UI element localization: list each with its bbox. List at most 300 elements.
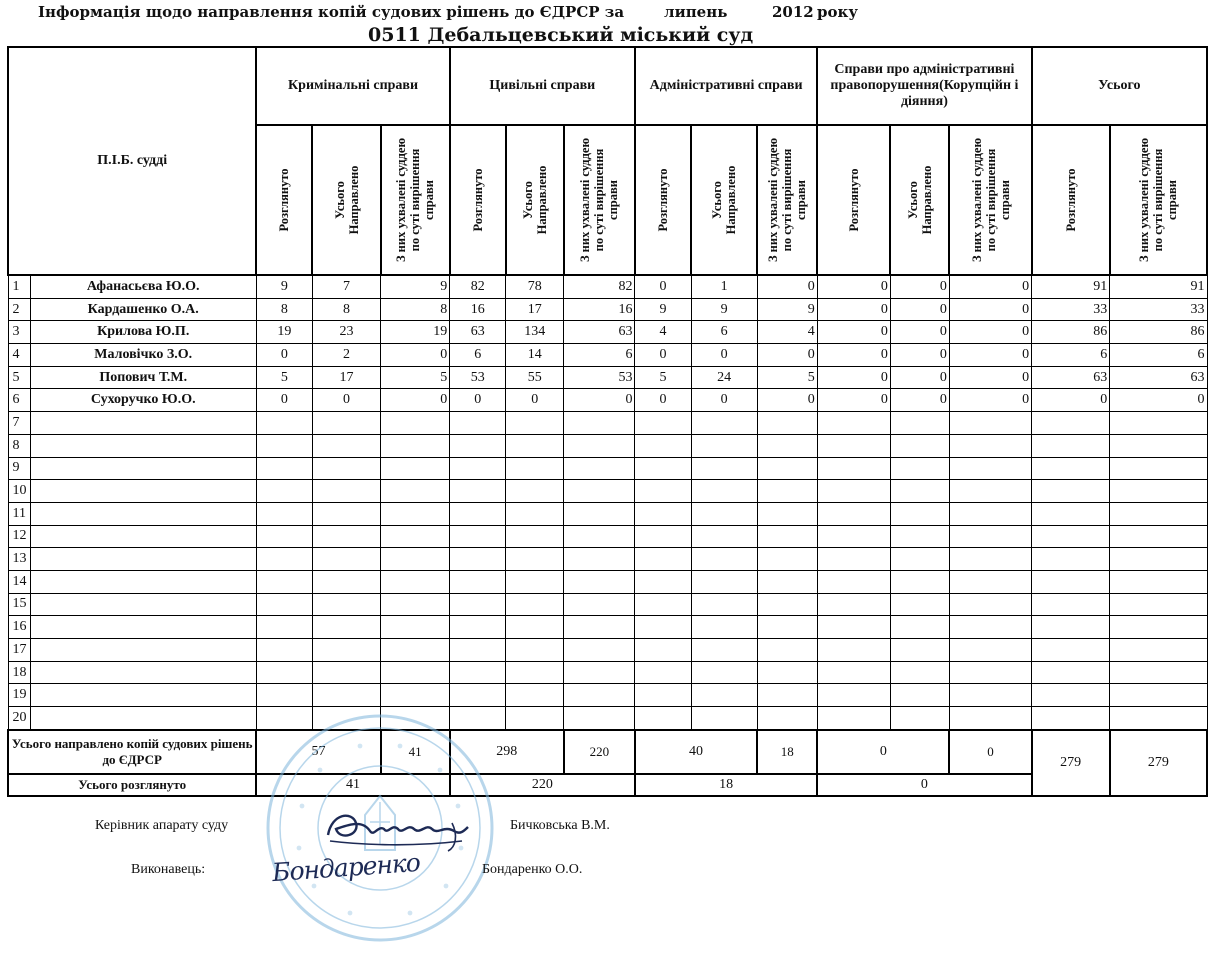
table-cell [817, 616, 890, 639]
table-cell: 4 [635, 321, 691, 344]
table-cell [506, 412, 564, 435]
table-cell: 1 [691, 275, 757, 298]
total-considered-admin: 18 [635, 774, 817, 796]
table-cell [256, 684, 312, 707]
table-cell [817, 707, 890, 730]
table-row [8, 344, 1207, 367]
table-cell [949, 616, 1031, 639]
table-cell: 9 [691, 298, 757, 321]
table-cell [757, 548, 817, 571]
table-cell [817, 457, 890, 480]
table-cell [890, 525, 949, 548]
table-cell: 0 [817, 366, 890, 389]
row-number: 15 [8, 593, 30, 616]
table-cell [1110, 639, 1207, 662]
table-cell: 0 [890, 366, 949, 389]
subheader-label: З них ухвалені суддею по суті вирішення справи [578, 137, 621, 263]
table-cell [312, 684, 380, 707]
table-cell: 9 [381, 275, 450, 298]
table-cell [949, 412, 1031, 435]
table-cell: 19 [381, 321, 450, 344]
table-cell [381, 570, 450, 593]
judge-name: Маловічко З.О. [30, 344, 256, 367]
table-cell [564, 412, 635, 435]
judge-name [30, 707, 256, 730]
table-cell [1110, 457, 1207, 480]
subheader-label: Усього Направлено [332, 165, 361, 235]
judge-name [30, 684, 256, 707]
table-cell: 0 [890, 298, 949, 321]
table-row [8, 389, 1207, 412]
table-cell [890, 684, 949, 707]
table-cell [564, 616, 635, 639]
head-name: Бичковська В.М. [510, 818, 610, 833]
table-cell [450, 707, 506, 730]
table-cell: 82 [564, 275, 635, 298]
table-cell [506, 707, 564, 730]
executor-role: Виконавець: [131, 862, 206, 877]
table-cell: 0 [691, 344, 757, 367]
table-cell [450, 525, 506, 548]
table-cell [1110, 412, 1207, 435]
table-cell [450, 434, 506, 457]
table-cell: 0 [890, 344, 949, 367]
table-cell [757, 639, 817, 662]
table-cell [635, 570, 691, 593]
table-cell: 82 [450, 275, 506, 298]
row-number: 2 [8, 298, 30, 321]
judge-name [30, 434, 256, 457]
table-cell [1110, 502, 1207, 525]
table-cell: 19 [256, 321, 312, 344]
table-cell [691, 616, 757, 639]
table-cell [635, 457, 691, 480]
table-cell: 53 [564, 366, 635, 389]
table-cell [691, 570, 757, 593]
table-cell [450, 639, 506, 662]
table-cell [817, 434, 890, 457]
table-cell [890, 570, 949, 593]
subheader-label: З них ухвалені суддею по суті вирішення справи [1137, 137, 1180, 263]
table-cell [890, 616, 949, 639]
subheader-label: Усього Направлено [520, 165, 549, 235]
table-cell: 16 [564, 298, 635, 321]
table-cell: 86 [1110, 321, 1207, 344]
table-row [8, 434, 1207, 457]
table-cell: 0 [450, 389, 506, 412]
table-cell: 91 [1110, 275, 1207, 298]
table-cell: 0 [817, 389, 890, 412]
row-number: 19 [8, 684, 30, 707]
table-cell [635, 639, 691, 662]
table-cell [1110, 684, 1207, 707]
table-cell [1032, 434, 1110, 457]
row-number: 16 [8, 616, 30, 639]
table-cell [635, 616, 691, 639]
report-month: липень [664, 3, 728, 21]
judge-name [30, 502, 256, 525]
table-cell [381, 480, 450, 503]
table-cell: 6 [1032, 344, 1110, 367]
judge-name: Кардашенко О.А. [30, 298, 256, 321]
table-cell [256, 570, 312, 593]
table-cell [564, 661, 635, 684]
subheader-criminal-sent [312, 125, 380, 275]
table-cell [1032, 593, 1110, 616]
table-cell [506, 480, 564, 503]
subheader-label: З них ухвалені суддею по суті вирішення справи [969, 137, 1012, 263]
head-signature-icon [322, 805, 472, 855]
table-row [8, 480, 1207, 503]
table-cell [1032, 480, 1110, 503]
table-cell: 0 [817, 344, 890, 367]
row-number: 1 [8, 275, 30, 298]
table-cell [890, 548, 949, 571]
table-cell [506, 457, 564, 480]
group-administrative: Адміністративні справи [635, 47, 817, 125]
table-cell [450, 502, 506, 525]
judge-name: Афанасьєва Ю.О. [30, 275, 256, 298]
subheader-offences-considered [817, 125, 890, 275]
table-cell: 0 [949, 366, 1031, 389]
table-row [8, 366, 1207, 389]
judge-name [30, 639, 256, 662]
table-cell [890, 412, 949, 435]
table-cell [564, 707, 635, 730]
total-considered-criminal: 41 [256, 774, 449, 796]
table-cell [1110, 707, 1207, 730]
table-row [8, 570, 1207, 593]
row-number: 9 [8, 457, 30, 480]
table-cell [757, 593, 817, 616]
table-cell [817, 548, 890, 571]
table-cell: 0 [381, 344, 450, 367]
table-cell: 9 [757, 298, 817, 321]
table-cell [256, 457, 312, 480]
total-sent-criminal-sent: 41 [381, 730, 450, 774]
total-considered-offences: 0 [817, 774, 1031, 796]
subheader-label: З них ухвалені суддею по суті вирішення справи [394, 137, 437, 263]
table-cell: 2 [312, 344, 380, 367]
table-cell: 0 [506, 389, 564, 412]
row-number: 6 [8, 389, 30, 412]
table-cell [1032, 639, 1110, 662]
subheader-admin-sent [691, 125, 757, 275]
table-cell: 5 [757, 366, 817, 389]
table-cell [381, 661, 450, 684]
table-cell [890, 457, 949, 480]
judge-name [30, 457, 256, 480]
table-cell [256, 525, 312, 548]
table-cell [890, 593, 949, 616]
table-cell: 0 [890, 389, 949, 412]
table-cell: 0 [949, 275, 1031, 298]
table-cell [381, 593, 450, 616]
table-cell [450, 661, 506, 684]
table-cell [256, 548, 312, 571]
table-cell [506, 502, 564, 525]
table-cell [506, 525, 564, 548]
table-cell [381, 412, 450, 435]
table-row [8, 548, 1207, 571]
subheader-admin-considered [635, 125, 691, 275]
report-table [7, 46, 1208, 797]
table-cell [949, 707, 1031, 730]
subheader-criminal-considered [256, 125, 312, 275]
table-cell: 8 [256, 298, 312, 321]
table-cell [949, 434, 1031, 457]
table-cell [817, 570, 890, 593]
table-cell [890, 480, 949, 503]
judge-name [30, 525, 256, 548]
total-sent-criminal-considered: 57 [256, 730, 380, 774]
table-cell [381, 684, 450, 707]
table-cell [256, 412, 312, 435]
table-cell: 0 [381, 389, 450, 412]
row-number: 8 [8, 434, 30, 457]
table-cell: 14 [506, 344, 564, 367]
judge-name [30, 616, 256, 639]
table-row [8, 593, 1207, 616]
table-cell: 134 [506, 321, 564, 344]
row-number: 4 [8, 344, 30, 367]
table-cell [256, 593, 312, 616]
table-cell [757, 661, 817, 684]
table-cell [757, 434, 817, 457]
judge-name [30, 412, 256, 435]
table-cell: 0 [949, 344, 1031, 367]
table-cell [890, 502, 949, 525]
subheader-civil-sent [506, 125, 564, 275]
table-cell: 5 [635, 366, 691, 389]
table-cell: 0 [817, 298, 890, 321]
table-cell: 0 [1032, 389, 1110, 412]
table-cell: 0 [312, 389, 380, 412]
table-cell [450, 570, 506, 593]
subheader-label: Розглянуто [656, 168, 670, 232]
table-cell [256, 661, 312, 684]
table-cell [817, 593, 890, 616]
table-cell: 0 [635, 389, 691, 412]
table-cell: 0 [564, 389, 635, 412]
table-cell [1032, 412, 1110, 435]
grand-total-decided: 279 [1110, 730, 1207, 796]
table-cell [1110, 661, 1207, 684]
table-cell [817, 684, 890, 707]
table-cell [564, 502, 635, 525]
table-cell: 0 [256, 344, 312, 367]
table-cell: 0 [757, 275, 817, 298]
table-cell [817, 480, 890, 503]
table-cell: 86 [1032, 321, 1110, 344]
table-cell [949, 684, 1031, 707]
row-number: 13 [8, 548, 30, 571]
subheader-total-considered [1032, 125, 1110, 275]
row-number: 7 [8, 412, 30, 435]
table-cell [564, 593, 635, 616]
group-total: Усього [1032, 47, 1207, 125]
table-cell: 0 [757, 389, 817, 412]
table-cell: 0 [256, 389, 312, 412]
table-cell [1032, 616, 1110, 639]
table-cell [381, 502, 450, 525]
judge-name [30, 570, 256, 593]
table-cell [564, 548, 635, 571]
table-cell [949, 661, 1031, 684]
table-cell: 0 [817, 321, 890, 344]
table-cell [1110, 616, 1207, 639]
table-cell [890, 434, 949, 457]
table-cell: 24 [691, 366, 757, 389]
judge-name [30, 480, 256, 503]
judge-name [30, 661, 256, 684]
row-number: 12 [8, 525, 30, 548]
table-cell [1110, 480, 1207, 503]
table-cell [949, 457, 1031, 480]
table-cell: 63 [1110, 366, 1207, 389]
table-cell [890, 707, 949, 730]
subheader-label: Розглянуто [470, 168, 485, 232]
table-row [8, 502, 1207, 525]
table-cell [381, 548, 450, 571]
table-cell [890, 639, 949, 662]
subheader-label: Розглянуто [277, 168, 292, 232]
table-cell [506, 434, 564, 457]
table-cell: 55 [506, 366, 564, 389]
table-cell [691, 548, 757, 571]
table-cell [757, 457, 817, 480]
total-sent-offences-considered: 0 [817, 730, 949, 774]
table-cell [949, 480, 1031, 503]
judge-header-label: П.І.Б. судді [97, 153, 168, 168]
table-cell: 63 [450, 321, 506, 344]
total-sent-admin-considered: 40 [635, 730, 757, 774]
table-cell [1032, 525, 1110, 548]
table-cell: 0 [635, 344, 691, 367]
court-name: 0511 Дебальцевський міський суд [368, 24, 754, 46]
judge-header [8, 47, 256, 275]
table-cell: 63 [1032, 366, 1110, 389]
table-cell: 0 [1110, 389, 1207, 412]
head-role: Керівник апарату суду [95, 818, 229, 833]
table-row [8, 275, 1207, 298]
table-cell [1110, 570, 1207, 593]
table-cell [817, 661, 890, 684]
table-cell [506, 593, 564, 616]
table-cell [691, 593, 757, 616]
total-sent-offences-sent: 0 [949, 730, 1031, 774]
table-cell: 0 [691, 389, 757, 412]
table-cell [450, 457, 506, 480]
table-cell: 9 [256, 275, 312, 298]
table-cell [256, 707, 312, 730]
table-cell [949, 593, 1031, 616]
row-number: 3 [8, 321, 30, 344]
table-cell: 0 [949, 321, 1031, 344]
table-cell [381, 707, 450, 730]
table-row [8, 661, 1207, 684]
table-cell: 9 [635, 298, 691, 321]
table-cell [691, 480, 757, 503]
table-cell [381, 525, 450, 548]
subheader-label: Усього Направлено [710, 165, 739, 235]
table-cell: 53 [450, 366, 506, 389]
table-cell [635, 434, 691, 457]
table-cell [450, 412, 506, 435]
table-cell [450, 684, 506, 707]
judge-name: Сухоручко Ю.О. [30, 389, 256, 412]
table-cell [312, 525, 380, 548]
table-cell [312, 548, 380, 571]
table-cell [1032, 502, 1110, 525]
table-cell [564, 525, 635, 548]
table-cell [312, 707, 380, 730]
table-cell [312, 570, 380, 593]
table-cell [949, 570, 1031, 593]
subheader-civil-considered [450, 125, 506, 275]
table-cell: 6 [564, 344, 635, 367]
table-cell [1032, 570, 1110, 593]
table-cell [506, 616, 564, 639]
grand-total-considered: 279 [1032, 730, 1110, 796]
table-row [8, 525, 1207, 548]
table-cell [1032, 548, 1110, 571]
table-cell [757, 525, 817, 548]
table-cell [450, 548, 506, 571]
group-offences: Справи про адміністративні правопорушення(Корупційн і діяння) [817, 47, 1031, 125]
table-cell [635, 480, 691, 503]
subheader-admin-decided [757, 125, 817, 275]
table-cell [1032, 707, 1110, 730]
table-cell [757, 707, 817, 730]
judge-name [30, 593, 256, 616]
table-cell [817, 525, 890, 548]
table-cell [312, 412, 380, 435]
table-cell [256, 616, 312, 639]
table-cell [506, 661, 564, 684]
table-cell [757, 502, 817, 525]
row-number: 5 [8, 366, 30, 389]
executor-signature: Бондаренко [271, 847, 421, 888]
table-cell: 6 [691, 321, 757, 344]
table-cell [312, 434, 380, 457]
group-criminal: Кримінальні справи [256, 47, 449, 125]
table-cell [506, 684, 564, 707]
table-cell [450, 593, 506, 616]
table-cell [635, 684, 691, 707]
table-row [8, 298, 1207, 321]
table-row [8, 457, 1207, 480]
table-cell: 5 [256, 366, 312, 389]
table-cell [312, 502, 380, 525]
total-sent-civil-considered: 298 [450, 730, 564, 774]
table-cell: 16 [450, 298, 506, 321]
table-row [8, 412, 1207, 435]
table-cell [635, 661, 691, 684]
judge-name: Крилова Ю.П. [30, 321, 256, 344]
table-cell [817, 412, 890, 435]
row-number: 20 [8, 707, 30, 730]
subheader-offences-decided [949, 125, 1031, 275]
table-cell [817, 639, 890, 662]
table-cell: 0 [635, 275, 691, 298]
table-cell [691, 661, 757, 684]
table-row [8, 616, 1207, 639]
subheader-civil-decided [564, 125, 635, 275]
total-sent-admin-sent: 18 [757, 730, 817, 774]
table-cell [635, 548, 691, 571]
subheader-label: Розглянуто [846, 168, 861, 232]
